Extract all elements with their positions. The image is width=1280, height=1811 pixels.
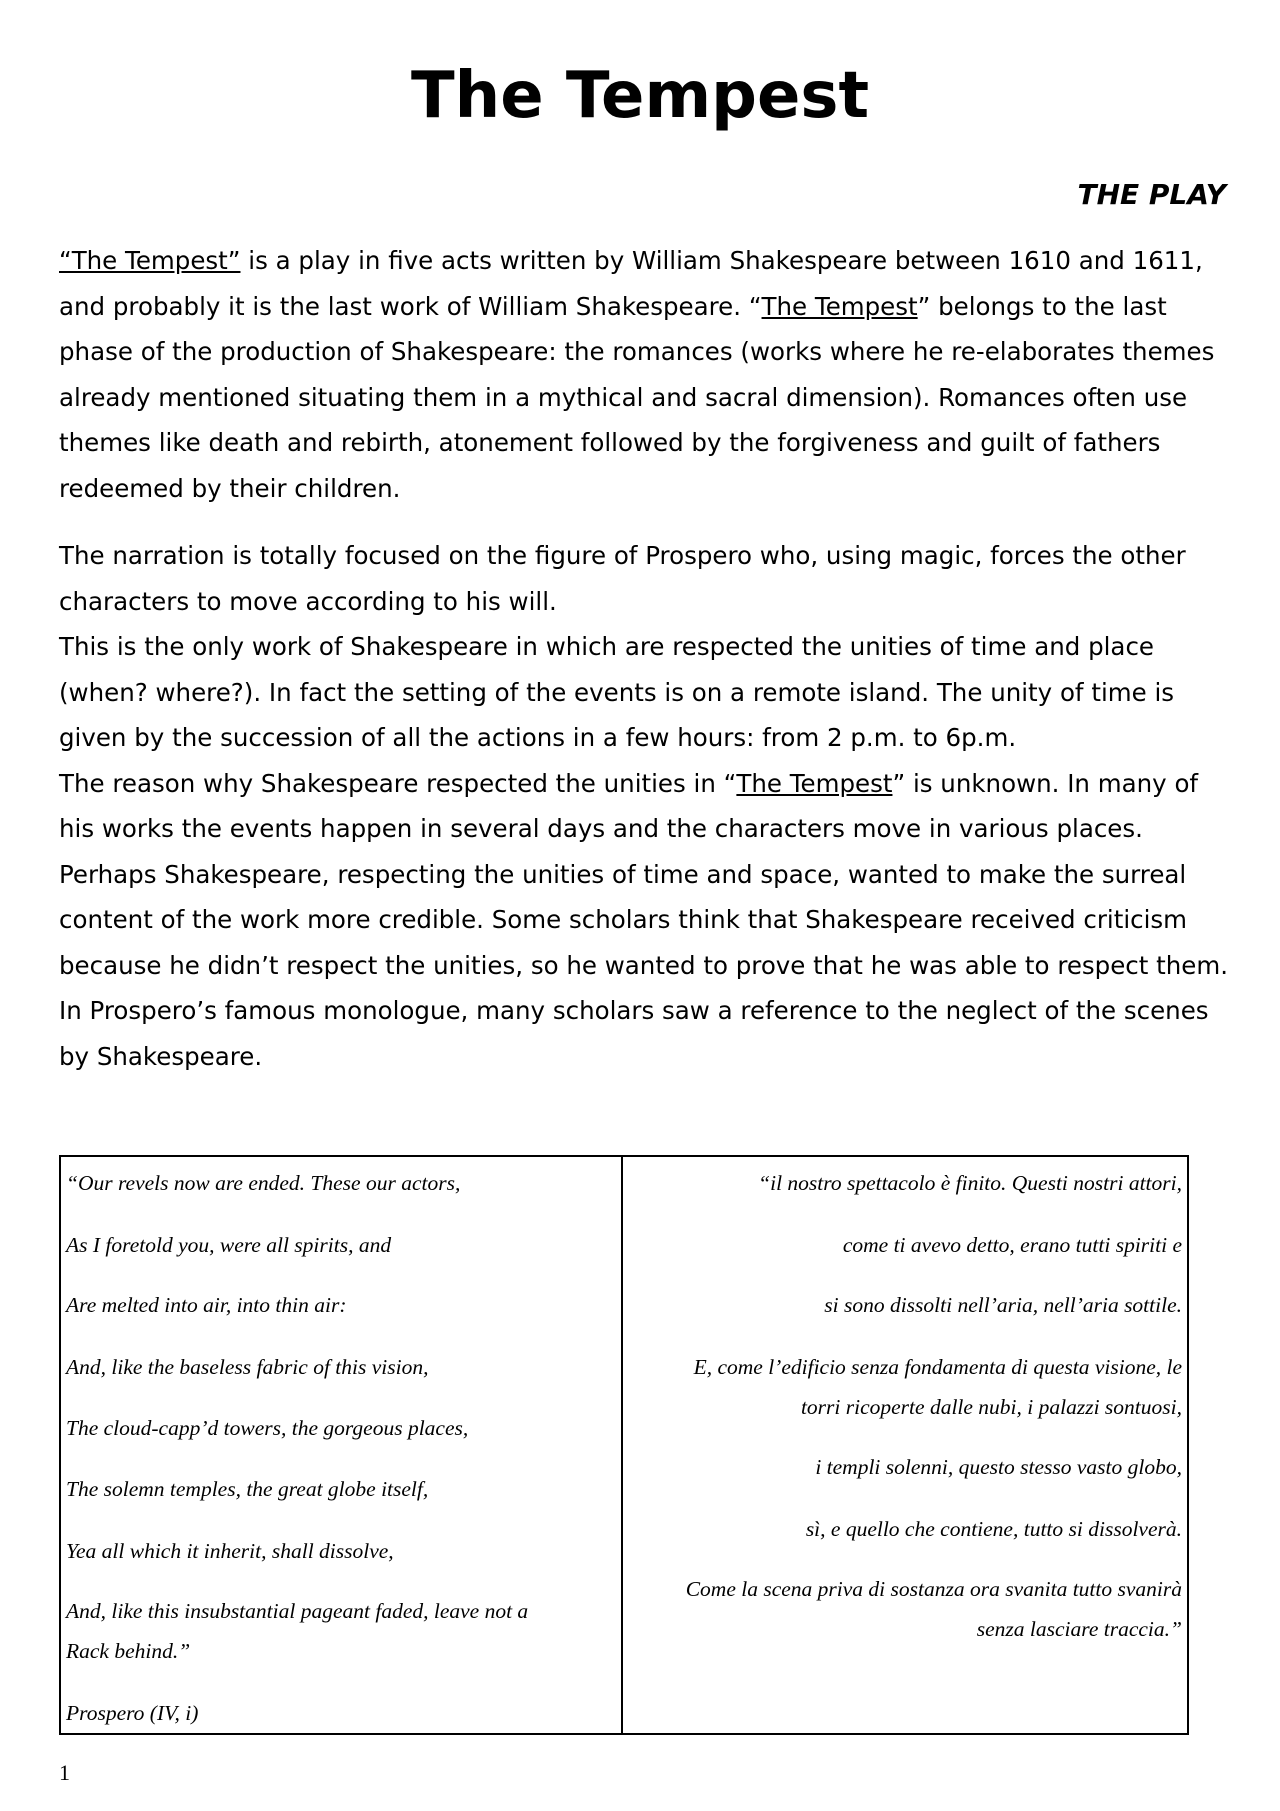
english-quote-column (61, 1157, 623, 1733)
page-number: 1 (59, 1760, 70, 1785)
english-quote-line: Are melted into air, into thin air: (66, 1293, 347, 1317)
title-reference-3: The Tempest (736, 768, 893, 798)
italian-quote-line: torri ricoperte dalle nubi, i palazzi sontuosi, (800, 1395, 1182, 1419)
english-quote-line: “Our revels now are ended. These our actors, (66, 1171, 461, 1195)
italian-quote-line: come ti avevo detto, erano tutti spiriti e (842, 1233, 1182, 1257)
italian-quote-column (623, 1157, 1187, 1733)
english-quote-line: And, like this insubstantial pageant faded, leave not a (66, 1599, 529, 1623)
english-quote-line: The solemn temples, the great globe itself, (66, 1477, 429, 1501)
italian-quote-line: Come la scena priva di sostanza ora svanita tutto svanirà (685, 1577, 1182, 1601)
italian-quote-line: “il nostro spettacolo è finito. Questi nostri attori, (758, 1171, 1182, 1195)
monologue-quote-table (59, 1155, 1189, 1735)
title-reference-2: The Tempest (761, 291, 918, 321)
english-quote-line: And, like the baseless fabric of this vision, (66, 1355, 429, 1379)
english-quote-line: Yea all which it inherit, shall dissolve, (66, 1539, 394, 1563)
intro-text-2: ” belongs to the last phase of the production of Shakespeare: the romances (works where he re-elaborates themes already mentioned situating them in a mythical and sacral dimension). Romances often use themes like death and rebirth, atonement followed by the forgiveness and guilt of fathers redeemed by their children. (59, 291, 1215, 503)
unities-text: This is the only work of Shakespeare in which are respected the unities of time and place (when? where?). In fact the setting of the events is on a remote island. The unity of time is given by the succession of all the actions in a few hours: from 2 p.m. to 6p.m. (59, 632, 1175, 752)
page-title: The Tempest (410, 59, 870, 133)
analysis-paragraph (59, 533, 1229, 1079)
italian-quote-line: E, come l’edificio senza fondamenta di questa visione, le (693, 1355, 1182, 1379)
italian-quote-line: senza lasciare traccia.” (976, 1617, 1182, 1641)
english-quote-line: As I foretold you, were all spirits, and (66, 1233, 392, 1257)
narration-text: The narration is totally focused on the figure of Prospero who, using magic, forces the other characters to move according to his will. (59, 541, 1186, 616)
english-quote-line: Rack behind.” (66, 1639, 191, 1663)
italian-quote-line: sì, e quello che contiene, tutto si dissolverà. (805, 1517, 1182, 1541)
quote-attribution: Prospero (IV, i) (66, 1701, 199, 1725)
section-heading: THE PLAY (1077, 178, 1226, 211)
intro-paragraph (59, 238, 1229, 511)
monologue-text: In Prospero’s famous monologue, many scholars saw a reference to the neglect of the scenes by Shakespeare. (59, 996, 1209, 1071)
reason-text-pre: The reason why Shakespeare respected the unities in “ (59, 768, 737, 798)
italian-quote-line: i templi solenni, questo stesso vasto globo, (815, 1455, 1182, 1479)
english-quote-line: The cloud-capp’d towers, the gorgeous places, (66, 1416, 469, 1440)
reason-text-post: ” is unknown. In many of his works the events happen in several days and the characters move in various places. Perhaps Shakespeare, respecting the unities of time and space, wanted to make the surreal content of the work more credible. Some scholars think that Shakespeare received criticism because he didn’t respect the unities, so he wanted to prove that he was able to respect them. (59, 768, 1229, 980)
title-reference-1: “The Tempest” (59, 246, 241, 275)
intro-text-1: is a play in five acts written by William Shakespeare between 1610 and 1611, and probably it is the last work of William Shakespeare. “ (59, 246, 1203, 321)
reason-text (59, 761, 1229, 989)
italian-quote-line: si sono dissolti nell’aria, nell’aria sottile. (824, 1293, 1182, 1317)
